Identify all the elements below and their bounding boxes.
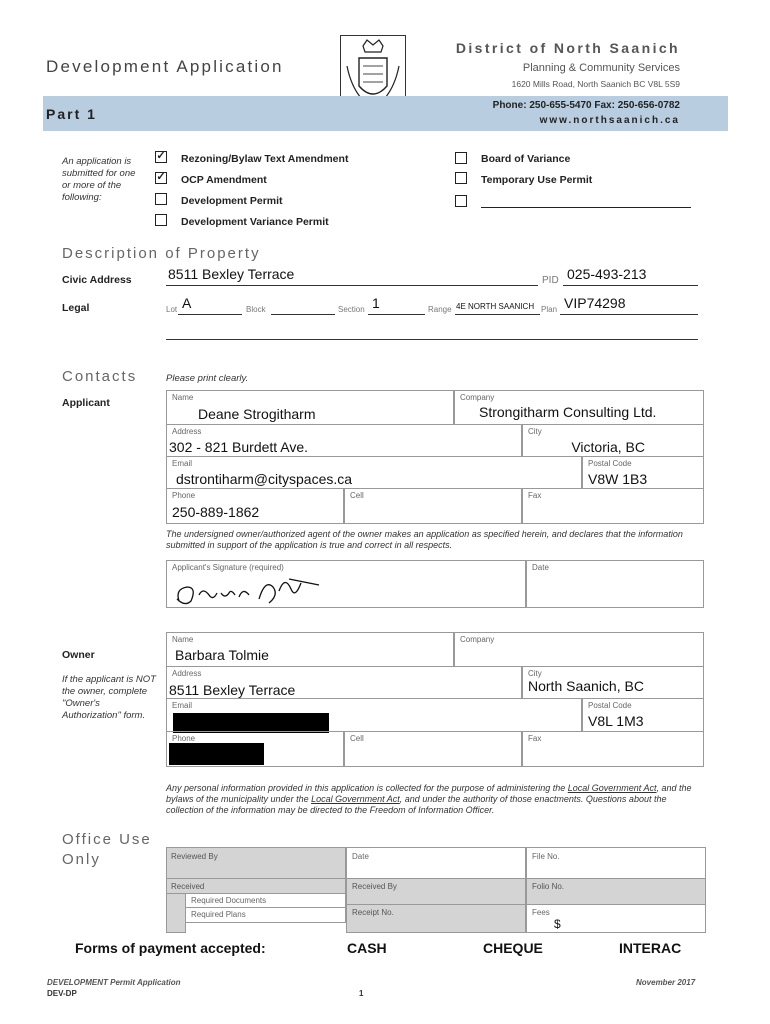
office-date-field[interactable] (346, 847, 526, 879)
lot-field[interactable] (178, 295, 242, 315)
reviewed-by-label: Reviewed By (171, 852, 218, 861)
legal-extra-line[interactable] (166, 324, 698, 340)
company-label: Company (460, 393, 495, 402)
applicant-phone-value: 250-889-1862 (172, 504, 260, 520)
applicant-postal-value: V8W 1B3 (588, 471, 648, 487)
range-label: Range (428, 305, 452, 314)
owner-company-field[interactable] (454, 632, 704, 667)
owner-name-field[interactable] (166, 632, 454, 667)
applicant-company-value: Strongitharm Consulting Ltd. (479, 404, 657, 420)
applicant-email-field[interactable] (166, 456, 582, 489)
owner-address-field[interactable] (166, 666, 522, 699)
section-field[interactable] (368, 295, 425, 315)
applicant-city-field[interactable] (522, 424, 704, 457)
privacy-notice (166, 783, 706, 816)
received-field[interactable] (166, 878, 346, 894)
page-title: Development Application (46, 57, 284, 76)
rezoning-label: Rezoning/Bylaw Text Amendment (181, 153, 349, 165)
owner-phone-label: Phone (172, 734, 196, 743)
applicant-company-field[interactable] (454, 390, 704, 425)
owner-email-field[interactable] (166, 698, 582, 732)
receipt-no-label: Receipt No. (352, 908, 394, 917)
part-label: Part 1 (46, 106, 97, 122)
office-date-label: Date (352, 852, 369, 861)
owner-fax-label: Fax (528, 734, 542, 743)
rezoning-checkbox[interactable]: ✓ (156, 150, 166, 162)
privacy-link-1[interactable]: Local Government Act (567, 783, 657, 793)
owner-fax-field[interactable] (522, 731, 704, 767)
fax-label: Fax (528, 491, 542, 500)
owner-postal-label: Postal Code (588, 701, 632, 710)
development-variance-label: Development Variance Permit (181, 216, 329, 228)
applicant-city-value: Victoria, BC (571, 439, 645, 455)
applicant-fax-field[interactable] (522, 488, 704, 524)
website: www.northsaanich.ca (539, 115, 680, 126)
footer-page-number: 1 (359, 989, 364, 998)
civic-address-field[interactable] (166, 266, 538, 286)
payment-label: Forms of payment accepted: (75, 940, 266, 956)
application-intro: An application is submitted for one or more of the following: (62, 156, 136, 203)
owner-label: Owner (62, 649, 95, 661)
cell-label: Cell (350, 491, 364, 500)
received-label: Received (171, 882, 205, 891)
signature-label: Applicant's Signature (required) (172, 563, 284, 572)
owner-cell-label: Cell (350, 734, 364, 743)
file-no-field[interactable] (526, 847, 706, 879)
payment-cash: CASH (347, 940, 387, 956)
required-plans-field[interactable] (185, 907, 346, 923)
property-heading: Description of Property (62, 245, 261, 262)
ocp-amendment-checkbox[interactable]: ✓ (156, 171, 166, 183)
applicant-email-value: dstrontiharm@cityspaces.ca (176, 471, 353, 487)
development-permit-checkbox[interactable] (155, 193, 167, 205)
pid-field[interactable] (563, 266, 698, 286)
email-redaction (173, 713, 329, 733)
plan-value: VIP74298 (564, 295, 626, 311)
owner-cell-field[interactable] (344, 731, 522, 767)
owner-phone-field[interactable] (166, 731, 344, 767)
owner-company-label: Company (460, 635, 495, 644)
footer-form-name: DEVELOPMENT Permit Application (47, 978, 181, 987)
payment-cheque: CHEQUE (483, 940, 543, 956)
lot-value: A (182, 295, 192, 311)
phone-label: Phone (172, 491, 196, 500)
required-documents-field[interactable] (185, 893, 346, 908)
lot-label: Lot (166, 305, 178, 314)
file-no-label: File No. (532, 852, 560, 861)
owner-postal-field[interactable] (582, 698, 704, 732)
payment-interac: INTERAC (619, 940, 682, 956)
email-label: Email (172, 459, 193, 468)
applicant-postal-field[interactable] (582, 456, 704, 489)
civic-address-label: Civic Address (62, 274, 132, 286)
owner-email-label: Email (172, 701, 193, 710)
plan-label: Plan (541, 305, 558, 314)
office-use-heading (62, 830, 152, 870)
required-plans-label: Required Plans (191, 910, 246, 919)
applicant-label: Applicant (62, 397, 110, 409)
temporary-use-checkbox[interactable] (455, 172, 467, 184)
district-name: District of North Saanich (455, 40, 680, 56)
pid-value: 025-493-213 (567, 266, 647, 282)
city-label: City (528, 427, 542, 436)
received-by-label: Received By (352, 882, 397, 891)
declaration-text: The undersigned owner/authorized agent of the owner makes an application as specified herein, and declares that the information submitted in support of the application is true and correct in all respects. (166, 529, 683, 550)
district-address: 1620 Mills Road, North Saanich BC V8L 5S9 (511, 79, 680, 89)
fees-dollar-sign: $ (554, 917, 561, 931)
owner-note: If the applicant is NOT the owner, complete "Owner's Authorization" form. (62, 674, 156, 721)
postal-label: Postal Code (588, 459, 632, 468)
office-use-line2: Only (62, 851, 101, 868)
applicant-address-field[interactable] (166, 424, 522, 457)
office-use-line1: Office Use (62, 831, 152, 848)
signature-icon (169, 569, 329, 609)
privacy-link-2[interactable]: Local Government Act (311, 794, 400, 804)
plan-field[interactable] (560, 295, 698, 315)
fees-field[interactable] (526, 904, 706, 933)
receipt-no-field[interactable] (346, 904, 526, 933)
required-documents-label: Required Documents (191, 896, 267, 905)
range-value: 4E NORTH SAANICH (456, 302, 535, 311)
folio-no-label: Folio No. (532, 882, 565, 891)
board-of-variance-label: Board of Variance (481, 153, 571, 165)
applicant-cell-field[interactable] (344, 488, 522, 524)
development-permit-label: Development Permit (181, 195, 283, 207)
received-side (166, 893, 186, 933)
range-field[interactable] (455, 295, 540, 315)
owner-address-value: 8511 Bexley Terrace (169, 682, 296, 698)
block-field[interactable] (271, 295, 335, 315)
owner-city-value: North Saanich, BC (528, 678, 644, 694)
applicant-phone-field[interactable] (166, 488, 344, 524)
owner-name-value: Barbara Tolmie (175, 647, 269, 663)
section-label: Section (338, 305, 365, 314)
other-blank-line[interactable] (481, 207, 691, 208)
pid-label: PID (542, 275, 559, 286)
department-name: Planning & Community Services (522, 62, 680, 74)
temporary-use-label: Temporary Use Permit (481, 174, 593, 186)
legal-label: Legal (62, 302, 90, 314)
owner-address-label: Address (172, 669, 202, 678)
privacy-text-3: , and under the authority of those enactments. Questions about the collection of the information may be directed to the Freedom of Information Officer. (166, 794, 667, 815)
applicant-name-value: Deane Strogitharm (198, 406, 316, 422)
signature-field[interactable] (166, 560, 526, 608)
signature-date-label: Date (532, 563, 549, 572)
section-value: 1 (372, 295, 380, 311)
name-label: Name (172, 393, 194, 402)
folio-no-field[interactable] (526, 878, 706, 905)
signature-date-field[interactable] (526, 560, 704, 608)
print-note: Please print clearly. (166, 373, 249, 384)
phone-fax: Phone: 250-655-5470 Fax: 250-656-0782 (492, 100, 680, 111)
contacts-heading: Contacts (62, 368, 138, 385)
applicant-name-field[interactable] (166, 390, 454, 425)
applicant-address-value: 302 - 821 Burdett Ave. (169, 439, 309, 455)
received-by-field[interactable] (346, 878, 526, 905)
other-checkbox[interactable] (455, 195, 467, 207)
owner-city-field[interactable] (522, 666, 704, 699)
footer-date: November 2017 (636, 978, 696, 987)
block-label: Block (246, 305, 266, 314)
owner-name-label: Name (172, 635, 194, 644)
phone-redaction (169, 743, 264, 765)
address-label: Address (172, 427, 202, 436)
board-of-variance-checkbox[interactable] (455, 152, 467, 164)
development-variance-checkbox[interactable] (155, 214, 167, 226)
fees-label: Fees (532, 908, 550, 917)
owner-postal-value: V8L 1M3 (588, 713, 644, 729)
privacy-text-2: , and the bylaws of the municipality under the (166, 783, 692, 804)
footer-code: DEV-DP (47, 989, 77, 998)
ocp-amendment-label: OCP Amendment (181, 174, 267, 186)
privacy-text-1: Any personal information provided in this application is collected for the purpose of administering the (166, 783, 568, 793)
reviewed-by-field[interactable] (166, 847, 346, 879)
civic-address-value: 8511 Bexley Terrace (168, 266, 295, 282)
owner-city-label: City (528, 669, 542, 678)
